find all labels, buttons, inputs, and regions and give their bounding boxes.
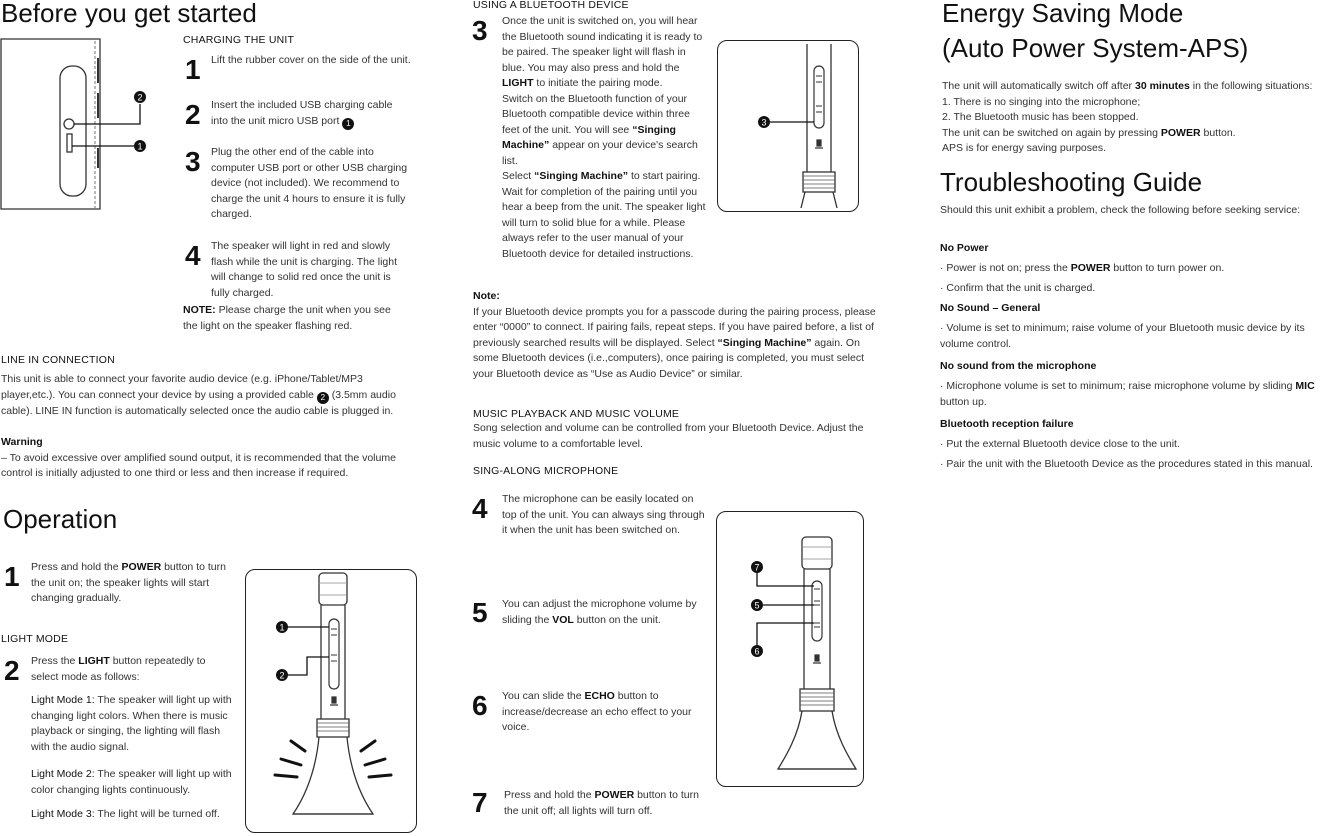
charge-note: NOTE: Please charge the unit when you see the light on the speaker flashing red. — [183, 304, 391, 332]
svg-text:7: 7 — [754, 562, 760, 573]
light-mode-1: Light Mode 1: The speaker will light up with changing light colors. When there is music playback or singing, the lighting will flash with the audio signal. — [31, 694, 232, 753]
sing-step-6-number: 6 — [472, 690, 488, 721]
sing-step-7-number: 7 — [472, 787, 488, 818]
sing-step-4-text: The microphone can be easily located on top of the unit. You can always sing through it when the unit has been switched on. — [502, 493, 705, 536]
sing-step-6-text: You can slide the ECHO button to increase/decrease an echo effect to your voice. — [502, 690, 692, 733]
music-text: Song selection and volume can be controlled from your Bluetooth Device. Adjust the music volume to a comfortable level. — [473, 422, 864, 450]
microphone-light-button-illustration — [717, 40, 857, 210]
charging-port-illustration — [0, 38, 175, 210]
no-mic-item-1: · Microphone volume is set to minimum; raise microphone volume by sliding MIC button up. — [940, 380, 1315, 408]
op-step-1-number: 1 — [4, 561, 20, 592]
singalong-heading: SING-ALONG MICROPHONE — [473, 465, 619, 477]
op-step-1-text: Press and hold the POWER button to turn the unit on; the speaker lights will start changing gradually. — [31, 561, 226, 604]
warning-block: Warning – To avoid excessive over amplified sound output, it is recommended that the volume control is initially adjusted to one third or less and then increase if required. — [1, 436, 396, 479]
sing-step-4-number: 4 — [472, 493, 488, 524]
badge-1-icon: 1 — [342, 118, 354, 130]
svg-text:1: 1 — [137, 141, 143, 152]
light-mode-2: Light Mode 2: The speaker will light up with color changing lights continuously. — [31, 768, 232, 796]
svg-text:3: 3 — [761, 117, 767, 128]
no-power-item-1: · Power is not on; press the POWER button to turn power on. — [940, 262, 1225, 274]
linein-text: This unit is able to connect your favorite audio device (e.g. iPhone/Tablet/MP3 player,etc.). You can connect your device by using a provided cable 2 (3.5mm audio cable). LINE IN function is automatically selected once the audio cable is plugged in. — [1, 373, 396, 417]
svg-text:1: 1 — [279, 622, 285, 633]
charge-step-4-number: 4 — [185, 240, 201, 271]
no-power-item-2: · Confirm that the unit is charged. — [940, 282, 1096, 294]
op-step-2-text: Press the LIGHT button repeatedly to select mode as follows: — [31, 655, 206, 683]
bt-failure-item-1: · Put the external Bluetooth device close to the unit. — [940, 438, 1180, 450]
svg-text:6: 6 — [754, 646, 760, 657]
no-sound-item-1: · Volume is set to minimum; raise volume of your Bluetooth music device by its volume control. — [940, 322, 1305, 350]
sing-step-5-text: You can adjust the microphone volume by sliding the VOL button on the unit. — [502, 598, 697, 626]
microphone-buttons-illustration — [716, 511, 862, 785]
sing-step-7-text: Press and hold the POWER button to turn the unit off; all lights will turn off. — [504, 789, 699, 817]
linein-heading: LINE IN CONNECTION — [1, 354, 115, 366]
aps-text: The unit will automatically switch off after 30 minutes in the following situations: 1. There is no singing into the microphone; 2. The Bluetooth music has been stopped. The unit can be switched on again by pressing POWER button. APS is for energy saving purposes. — [942, 80, 1313, 154]
bluetooth-heading: USING A BLUETOOTH DEVICE — [473, 0, 629, 11]
aps-title-line2: (Auto Power System-APS) — [942, 33, 1249, 63]
no-mic-heading: No sound from the microphone — [940, 360, 1097, 372]
bt-step-3-number: 3 — [472, 15, 488, 46]
bt-failure-item-2: · Pair the unit with the Bluetooth Device as the procedures stated in this manual. — [940, 458, 1313, 470]
charge-step-3-text: Plug the other end of the cable into computer USB port or other USB charging device (not included). We recommend to charge the unit 4 hours to ensure it is fully charged. — [211, 146, 408, 220]
light-mode-heading: LIGHT MODE — [1, 633, 69, 645]
light-mode-3: Light Mode 3: The light will be turned off. — [31, 808, 220, 820]
troubleshooting-intro: Should this unit exhibit a problem, check the following before seeking service: — [940, 204, 1301, 216]
svg-text:5: 5 — [754, 600, 760, 611]
no-sound-heading: No Sound – General — [940, 302, 1041, 314]
microphone-lights-illustration — [245, 569, 415, 831]
charge-step-4-text: The speaker will light in red and slowly flash while the unit is charging. The light will change to solid red once the unit is fully charged. — [211, 240, 397, 299]
badge-2-icon: 2 — [317, 392, 329, 404]
charge-step-1-number: 1 — [185, 54, 201, 85]
charge-step-1-text: Lift the rubber cover on the side of the unit. — [211, 54, 411, 66]
op-step-2-number: 2 — [4, 655, 20, 686]
svg-text:2: 2 — [137, 92, 143, 103]
aps-title-line1: Energy Saving Mode — [942, 0, 1184, 28]
charging-heading: CHARGING THE UNIT — [183, 34, 295, 46]
bt-step-3-text: Once the unit is switched on, you will hear the Bluetooth sound indicating it is ready to be paired. The speaker light will flash in blue. You may also press and hold the LIGHT to initiate the pairing mode. Switch on the Bluetooth function of your Bluetooth compatible device within three feet of the unit. You will see “Singing Machine” appear on your device's search list. Select “Singing Machine” to start pairing. Wait for completion of the pairing until you hear a beep from the unit. The speaker light will turn to solid blue for a while. Please always refer to the user manual of your Bluetooth device for detailed instructions. — [502, 15, 706, 260]
sing-step-5-number: 5 — [472, 597, 488, 628]
bt-failure-heading: Bluetooth reception failure — [940, 418, 1074, 430]
operation-title: Operation — [3, 504, 118, 534]
bt-note: Note: If your Bluetooth device prompts you for a passcode during the pairing process, please enter “0000” to connect. If pairing fails, repeat steps. If you have paired before, a list of previously searched results will be displayed. Select “Singing Machine” again. On some Bluetooth devices (i.e.,computers), once pairing is completed, you must select your Bluetooth device as “Use as Audio Device” or similar. — [473, 290, 876, 380]
before-title: Before you get started — [1, 0, 257, 28]
charge-step-2-text: Insert the included USB charging cable into the unit micro USB port 1 — [211, 99, 393, 128]
troubleshooting-title: Troubleshooting Guide — [940, 167, 1203, 197]
svg-text:2: 2 — [279, 670, 285, 681]
no-power-heading: No Power — [940, 242, 989, 254]
music-heading: MUSIC PLAYBACK AND MUSIC VOLUME — [473, 408, 680, 420]
charge-step-3-number: 3 — [185, 146, 201, 177]
charge-step-2-number: 2 — [185, 99, 201, 130]
